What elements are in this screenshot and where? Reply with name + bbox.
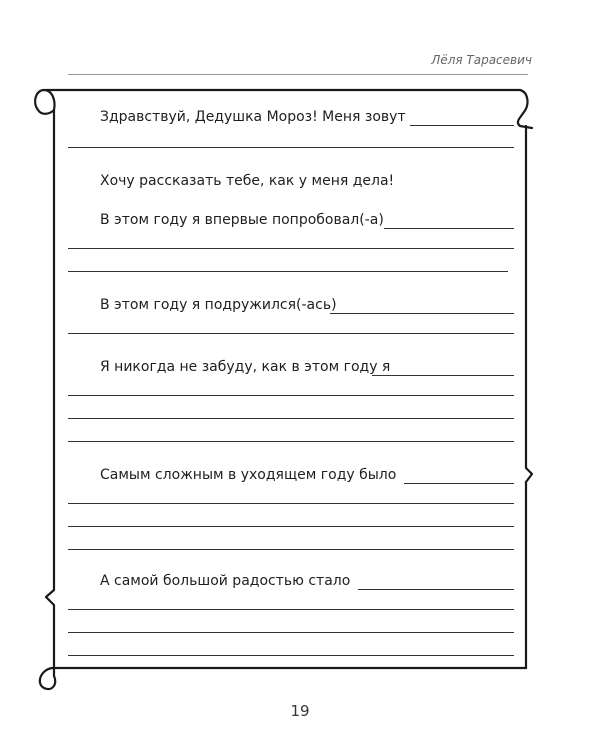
joy-answer-line-4[interactable] [68, 655, 514, 656]
joy-answer-line-2[interactable] [68, 609, 514, 610]
tried-first-answer-line-3[interactable] [68, 271, 508, 272]
friends-answer-line[interactable] [330, 313, 514, 314]
hardest-answer-line[interactable] [404, 483, 514, 484]
hardest-answer-line-4[interactable] [68, 549, 514, 550]
intro-text: Хочу рассказать тебе, как у меня дела! [100, 173, 395, 189]
never-forget-prompt: Я никогда не забуду, как в этом году я [100, 359, 391, 375]
name-answer-line[interactable] [410, 125, 514, 126]
never-forget-answer-line-2[interactable] [68, 395, 514, 396]
friends-answer-line-2[interactable] [68, 333, 514, 334]
joy-prompt: А самой большой радостью стало [100, 573, 351, 589]
joy-answer-line-3[interactable] [68, 632, 514, 633]
page-number: 19 [290, 702, 310, 720]
greeting-prompt: Здравствуй, Дедушка Мороз! Меня зовут [100, 109, 406, 125]
joy-answer-line[interactable] [358, 589, 514, 590]
name-answer-line-2[interactable] [68, 147, 514, 148]
never-forget-answer-line[interactable] [372, 375, 514, 376]
never-forget-answer-line-3[interactable] [68, 418, 514, 419]
hardest-answer-line-2[interactable] [68, 503, 514, 504]
hardest-answer-line-3[interactable] [68, 526, 514, 527]
tried-first-prompt: В этом году я впервые попробовал(-а) [100, 212, 384, 228]
friends-prompt: В этом году я подружился(-ась) [100, 297, 337, 313]
never-forget-answer-line-4[interactable] [68, 441, 514, 442]
tried-first-answer-line[interactable] [384, 228, 514, 229]
tried-first-answer-line-2[interactable] [68, 248, 514, 249]
hardest-prompt: Самым сложным в уходящем году было [100, 467, 397, 483]
author-name: Лёля Тарасевич [431, 53, 532, 67]
